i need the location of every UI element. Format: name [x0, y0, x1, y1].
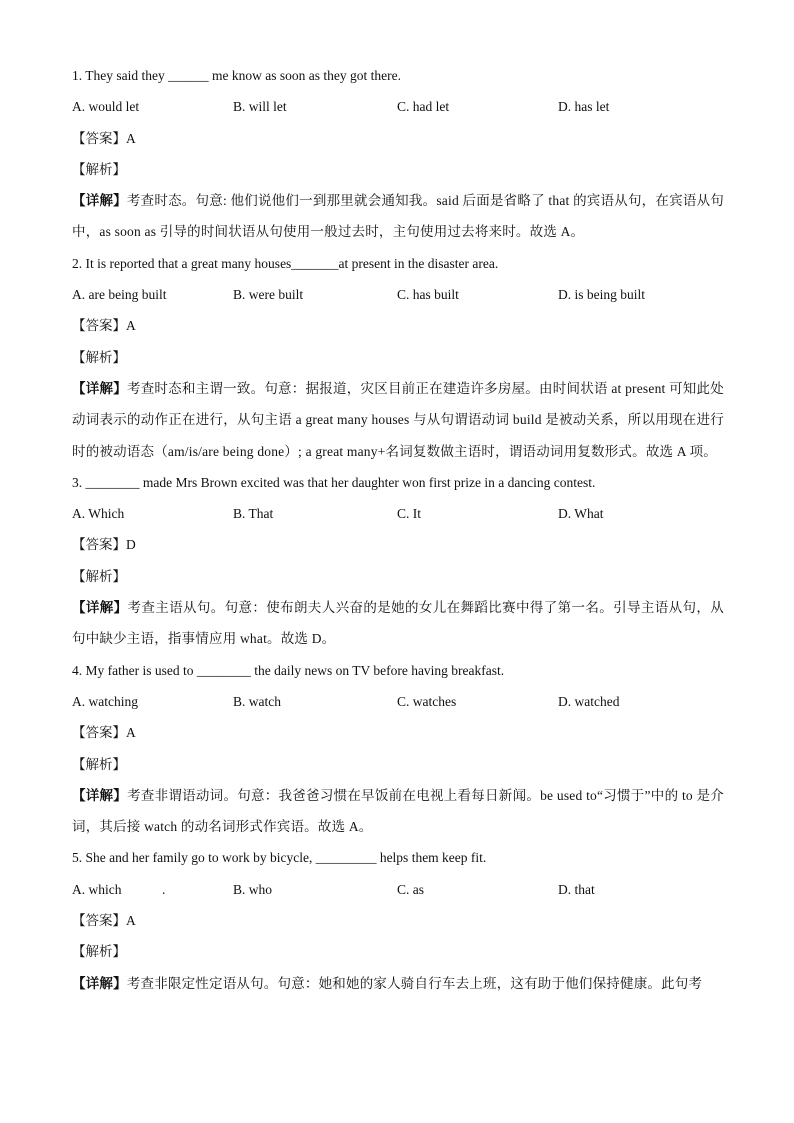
options-row	[72, 686, 724, 717]
question-stem: 4. My father is used to ________ the daily news on TV before having breakfast.	[72, 662, 505, 678]
option-d: D. has let	[558, 99, 610, 115]
detail-paragraph	[72, 185, 724, 248]
option-c: C. has built	[397, 287, 459, 303]
question-stem: 2. It is reported that a great many houses_______at present in the disaster area.	[72, 255, 499, 271]
option-d: D. that	[558, 881, 595, 897]
option-c: C. watches	[397, 693, 457, 709]
answer-line: 【答案】A	[72, 725, 136, 741]
options-row	[72, 279, 724, 310]
detail-tag: 【详解】	[72, 193, 127, 209]
option-c: C. had let	[397, 99, 450, 115]
detail-text: 考查时态。句意: 他们说他们一到那里就会通知我。said 后面是省略了 that 的宾语从句，在宾语从句中，as soon as 引导的时间状语从句使用一般过去时，主句使用过去将来时。故选 A。	[72, 193, 725, 240]
option-b: B. That	[233, 506, 274, 522]
option-c: C. as	[397, 881, 424, 897]
detail-paragraph	[72, 592, 724, 655]
option-c: C. It	[397, 506, 422, 522]
options-row	[72, 874, 724, 905]
options-row	[72, 498, 724, 529]
option-b: B. watch	[233, 693, 281, 709]
document-page	[72, 60, 724, 999]
option-a: A. are being built	[72, 287, 167, 303]
detail-text: 考查非谓语动词。句意：我爸爸习惯在早饭前在电视上看每日新闻。be used to“习惯于”中的 to 是介词，其后接 watch 的动名词形式作宾语。故选 A。	[72, 787, 724, 835]
option-d: D. watched	[558, 693, 620, 709]
option-a: A. watching	[72, 693, 138, 709]
option-b: B. will let	[233, 99, 287, 115]
answer-line: 【答案】A	[72, 130, 136, 146]
answer-line: 【答案】D	[72, 537, 136, 553]
detail-tag: 【详解】	[72, 600, 128, 616]
question-stem: 5. She and her family go to work by bicycle, _________ helps them keep fit.	[72, 850, 487, 866]
question-stem: 1. They said they ______ me know as soon as they got there.	[72, 68, 401, 83]
detail-text: 考查时态和主谓一致。句意：据报道，灾区目前正在建造许多房屋。由时间状语 at present 可知此处动词表示的动作正在进行，从句主语 a great many houses 与从句谓语动词 build 是被动关系，所以用现在进行时的被动语态（am/is/are being done）; a great many+名词复数做主语时，谓语动词用复数形式。故选 A 项。	[72, 380, 724, 459]
option-b: B. were built	[233, 287, 304, 303]
detail-tag: 【详解】	[72, 975, 127, 991]
question-block	[72, 248, 724, 467]
detail-paragraph	[72, 968, 724, 999]
analysis-heading: 【解析】	[72, 568, 126, 584]
option-d: D. What	[558, 506, 604, 522]
answer-line: 【答案】A	[72, 913, 136, 929]
detail-text: 考查主语从句。句意：使布朗夫人兴奋的是她的女儿在舞蹈比赛中得了第一名。引导主语从句，从句中缺少主语，指事情应用 what。故选 D。	[72, 600, 724, 647]
option-a: A. would let	[72, 99, 140, 115]
option-a: A. Which	[72, 506, 125, 522]
detail-paragraph	[72, 780, 724, 843]
options-row	[72, 91, 724, 122]
question-block	[72, 842, 724, 998]
detail-paragraph	[72, 373, 724, 467]
option-d: D. is being built	[558, 287, 645, 303]
analysis-heading: 【解析】	[72, 756, 126, 772]
question-block	[72, 655, 724, 843]
answer-line: 【答案】A	[72, 318, 136, 334]
option-a: A. which .	[72, 881, 166, 897]
detail-tag: 【详解】	[72, 380, 127, 396]
option-b: B. who	[233, 881, 273, 897]
analysis-heading: 【解析】	[72, 944, 126, 960]
question-block	[72, 467, 724, 655]
analysis-heading: 【解析】	[72, 161, 126, 177]
detail-tag: 【详解】	[72, 787, 128, 803]
question-stem: 3. ________ made Mrs Brown excited was that her daughter won first prize in a dancing contest.	[72, 474, 596, 490]
question-block	[72, 60, 724, 248]
analysis-heading: 【解析】	[72, 349, 126, 365]
detail-text: 考查非限定性定语从句。句意：她和她的家人骑自行车去上班，这有助于他们保持健康。此句考	[126, 975, 703, 991]
